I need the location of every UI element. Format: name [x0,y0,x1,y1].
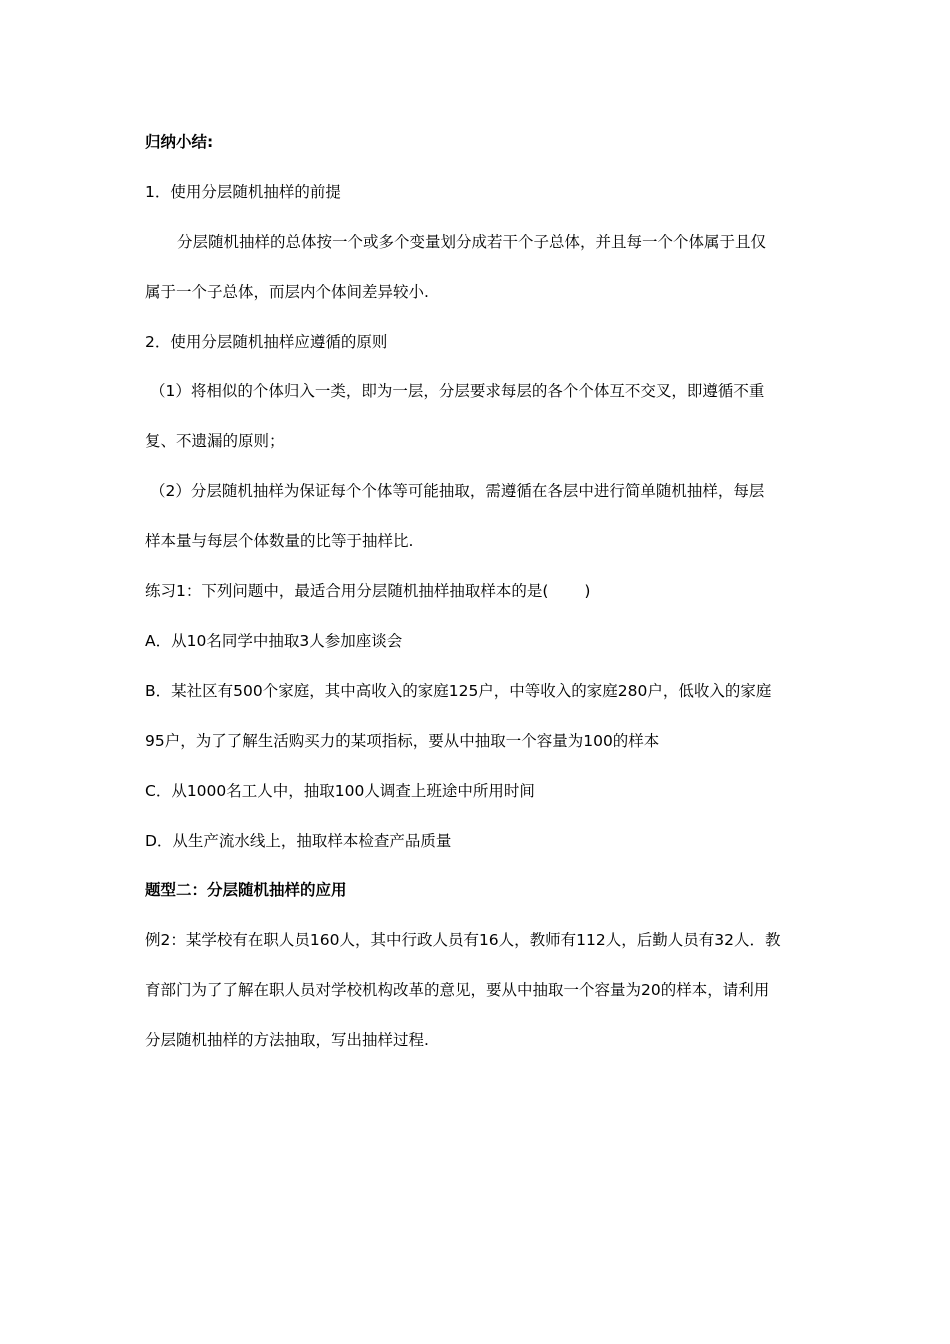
exercise1-question [145,580,810,602]
option-a: A．从10名同学中抽取3人参加座谈会 [145,632,403,650]
point2-title: 2．使用分层随机抽样应遵循的原则 [145,333,388,351]
rule2-line1: （2）分层随机抽样为保证每个个体等可能抽取，需遵循在各层中进行简单随机抽样，每层 [150,482,765,500]
example2-line1: 例2：某学校有在职人员160人，其中行政人员有16人，教师有112人，后勤人员有32人．教 [145,931,781,949]
option-b-line1: B．某社区有500个家庭，其中高收入的家庭125户，中等收入的家庭280户，低收入的家庭 [145,682,772,700]
example2-line3: 分层随机抽样的方法抽取，写出抽样过程. [145,1031,429,1049]
point1-body-line2: 属于一个子总体，而层内个体间差异较小. [145,283,429,301]
rule1-line1: （1）将相似的个体归入一类，即为一层，分层要求每层的各个个体互不交叉，即遵循不重 [150,382,765,400]
option-b-line2: 95户，为了了解生活购买力的某项指标，要从中抽取一个容量为100的样本 [145,732,660,750]
rule2-line2: 样本量与每层个体数量的比等于抽样比. [145,532,414,550]
point1-body-line1: 分层随机抽样的总体按一个或多个变量划分成若干个子总体，并且每一个个体属于且仅 [177,233,767,251]
summary-heading: 归纳小结: [145,133,214,151]
exercise1-question-close: ) [584,582,591,600]
exercise1-question-text: 练习1：下列问题中，最适合用分层随机抽样抽取样本的是( [145,582,549,600]
option-d: D．从生产流水线上，抽取样本检查产品质量 [145,832,452,850]
option-c: C．从1000名工人中，抽取100人调查上班途中所用时间 [145,782,535,800]
rule1-line2: 复、不遗漏的原则； [145,432,285,450]
type2-heading: 题型二：分层随机抽样的应用 [145,881,347,899]
point1-title: 1．使用分层随机抽样的前提 [145,183,341,201]
example2-line2: 育部门为了了解在职人员对学校机构改革的意见，要从中抽取一个容量为20的样本，请利用 [145,981,770,999]
